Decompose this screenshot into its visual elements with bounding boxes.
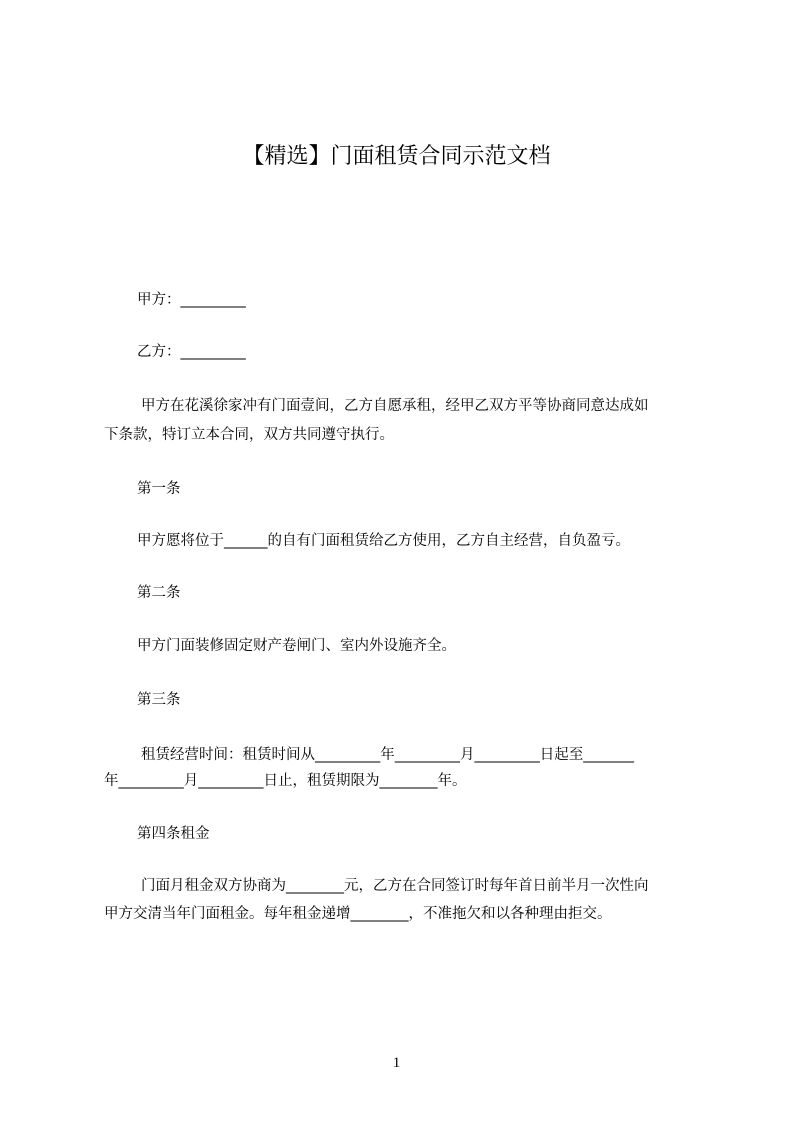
document-title: 【精选】门面租赁合同示范文档 [242,144,551,169]
article-2-text: 甲方门面装修固定财产卷闸门、室内外设施齐全。 [137,638,456,654]
intro-paragraph-line-1: 甲方在花溪徐家冲有门面壹间，乙方自愿承租，经甲乙双方平等协商同意达成如 [141,398,649,414]
article-1-text: 甲方愿将位于______的自有门面租赁给乙方使用，乙方自主经营，自负盈亏。 [137,533,630,549]
article-4-text-line-2: 甲方交清当年门面租金。每年租金递增________，不准拖欠和以各种理由拒交。 [104,906,612,922]
article-3-text-line-1: 租赁经营时间：租赁时间从_________年_________月_________日起至_______ [141,747,634,763]
article-4-heading: 第四条租金 [137,826,210,842]
intro-paragraph-line-2: 下条款，特订立本合同，双方共同遵守执行。 [104,427,394,443]
article-2-heading: 第二条 [137,585,181,601]
page-number: 1 [392,1055,401,1071]
party-a-line: 甲方：_________ [137,292,246,308]
article-4-text-line-1: 门面月租金双方协商为________元，乙方在合同签订时每年首日前半月一次性向 [141,878,649,894]
article-3-text-line-2: 年_________月_________日止，租赁期限为________年。 [104,773,467,789]
party-b-line: 乙方：_________ [137,344,246,360]
article-1-heading: 第一条 [137,481,181,497]
article-3-heading: 第三条 [137,692,181,708]
